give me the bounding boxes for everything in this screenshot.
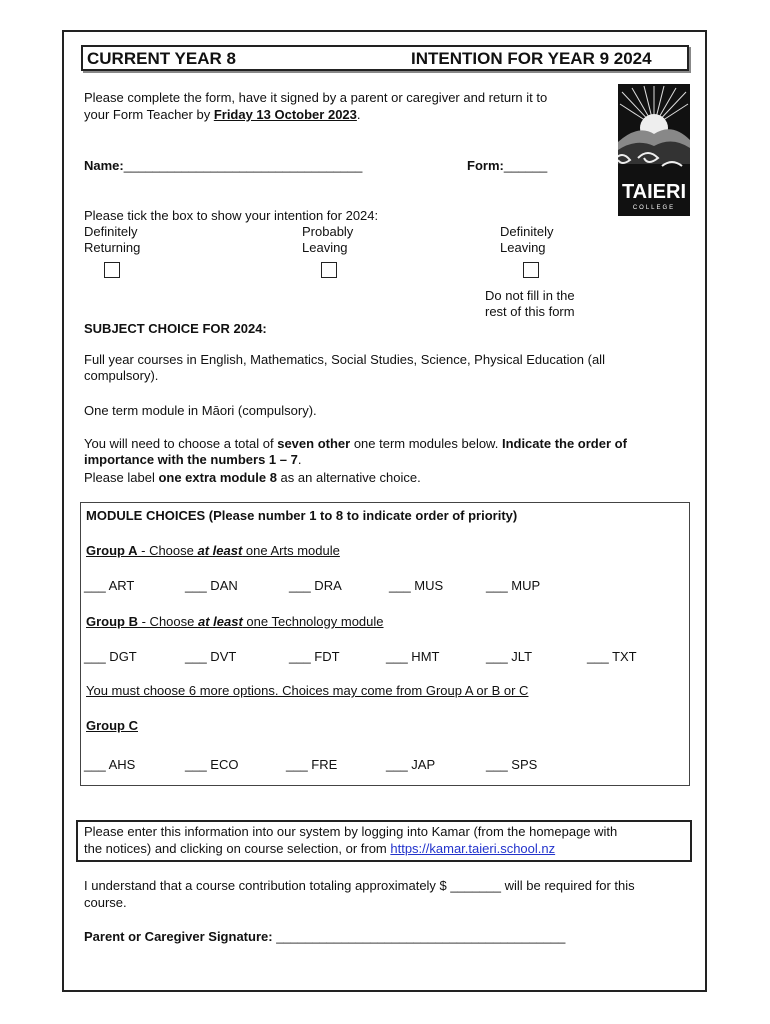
module-txt[interactable]: ___ TXT [587,649,637,664]
checkbox-probably-leaving[interactable] [321,262,337,278]
name-label: Name: [84,158,124,173]
extra-module-text [84,470,421,486]
taieri-college-logo [618,84,690,216]
maori-text: One term module in Māori (compulsory). [84,403,317,418]
kamar-link[interactable]: https://kamar.taieri.school.nz [390,841,556,856]
header-bar [81,45,689,71]
form-page [62,30,707,992]
subject-heading: SUBJECT CHOICE FOR 2024: [84,321,267,336]
group-a-pre: - Choose [137,543,198,558]
option-label: Probably [302,224,354,239]
signature-line[interactable]: ________________________________________ [276,929,566,944]
group-b-one: one [242,614,269,629]
checkbox-returning[interactable] [104,262,120,278]
logo-graphic [618,84,690,216]
module-hmt[interactable]: ___ HMT [386,649,440,664]
choose-pre: You will need to choose a total of [84,436,278,451]
module-jap[interactable]: ___ JAP [386,757,436,772]
option-probably-leaving [302,224,353,256]
form-label: Form: [467,158,504,173]
choose-mid: one term modules below. [350,436,502,451]
group-b-heading [86,614,384,630]
module-art[interactable]: ___ ART [84,578,135,593]
module-mup[interactable]: ___ MUP [486,578,541,593]
group-a-heading [86,543,340,559]
intention-prompt: Please tick the box to show your intention for 2024: [84,208,379,223]
intro-line-1: Please complete the form, have it signed by a parent or caregiver and return it to [84,90,548,105]
intro-text: your Form Teacher by [84,107,214,122]
module-dgt[interactable]: ___ DGT [84,649,137,664]
option-label: Leaving [500,240,546,255]
choose-bold-2: Indicate the order of importance with the numbers 1 – 7 [84,436,627,467]
form-field[interactable] [467,158,547,174]
choose-post: . [297,452,302,467]
form-line[interactable]: ______ [503,158,548,173]
intro-line-2 [84,107,361,123]
module-sps[interactable]: ___ SPS [486,757,538,772]
option-label: Returning [84,240,141,255]
note-line: Do not fill in the [485,288,575,303]
extra-bold: one extra module 8 [158,470,277,485]
signature-label: Parent or Caregiver Signature: [84,929,273,944]
group-b-post: Technology module [268,614,384,629]
group-a-label: Group A [86,543,138,558]
intro-period: . [356,107,361,122]
option-definitely-leaving [500,224,553,256]
module-dvt[interactable]: ___ DVT [185,649,237,664]
contribution-line-1: I understand that a course contribution totaling approximately $ _______ will be required for this [84,878,635,893]
header-left: CURRENT YEAR 8 [87,49,236,68]
module-mus[interactable]: ___ MUS [389,578,444,593]
group-b-em: at least [197,614,243,629]
contribution-line-2: course. [84,895,127,910]
modules-title: MODULE CHOICES (Please number 1 to 8 to indicate order of priority) [86,508,518,523]
full-year-text: Full year courses in English, Mathematics, Social Studies, Science, Physical Education (all compulsory). [84,352,605,383]
checkbox-definitely-leaving[interactable] [523,262,539,278]
do-not-fill-note [485,288,575,320]
group-b-pre: - Choose [138,614,198,629]
kamar-line-1: Please enter this information into our system by logging into Kamar (from the homepage with [84,824,618,839]
module-ahs[interactable]: ___ AHS [84,757,136,772]
deadline: Friday 13 October 2023 [213,107,357,122]
name-field[interactable] [84,158,362,174]
choose-bold: seven other [277,436,351,451]
option-returning [84,224,140,256]
extra-pre: Please label [84,470,159,485]
kamar-line-2 [84,841,555,857]
option-label: Definitely [500,224,554,239]
extra-post: as an alternative choice. [276,470,421,485]
module-eco[interactable]: ___ ECO [185,757,239,772]
module-dan[interactable]: ___ DAN [185,578,238,593]
header-right: INTENTION FOR YEAR 9 2024 [411,49,652,68]
group-c-heading: Group C [86,718,138,733]
kamar-text: the notices) and clicking on course selection, or from [84,841,391,856]
module-fdt[interactable]: ___ FDT [289,649,340,664]
group-a-em: at least [197,543,243,558]
logo-subtitle: COLLEGE [632,205,676,211]
module-dra[interactable]: ___ DRA [289,578,342,593]
choose-six-note: You must choose 6 more options. Choices may come from Group A or B or C [86,683,529,698]
name-line[interactable]: _________________________________ [123,158,363,173]
choose-text [84,436,689,468]
note-line: rest of this form [485,304,575,319]
logo-title: TAIERI [621,181,687,203]
option-label: Leaving [302,240,348,255]
group-a-post: one Arts module [242,543,340,558]
module-jlt[interactable]: ___ JLT [486,649,533,664]
module-fre[interactable]: ___ FRE [286,757,338,772]
option-label: Definitely [84,224,138,239]
group-b-label: Group B [86,614,138,629]
signature-field[interactable] [84,929,565,945]
